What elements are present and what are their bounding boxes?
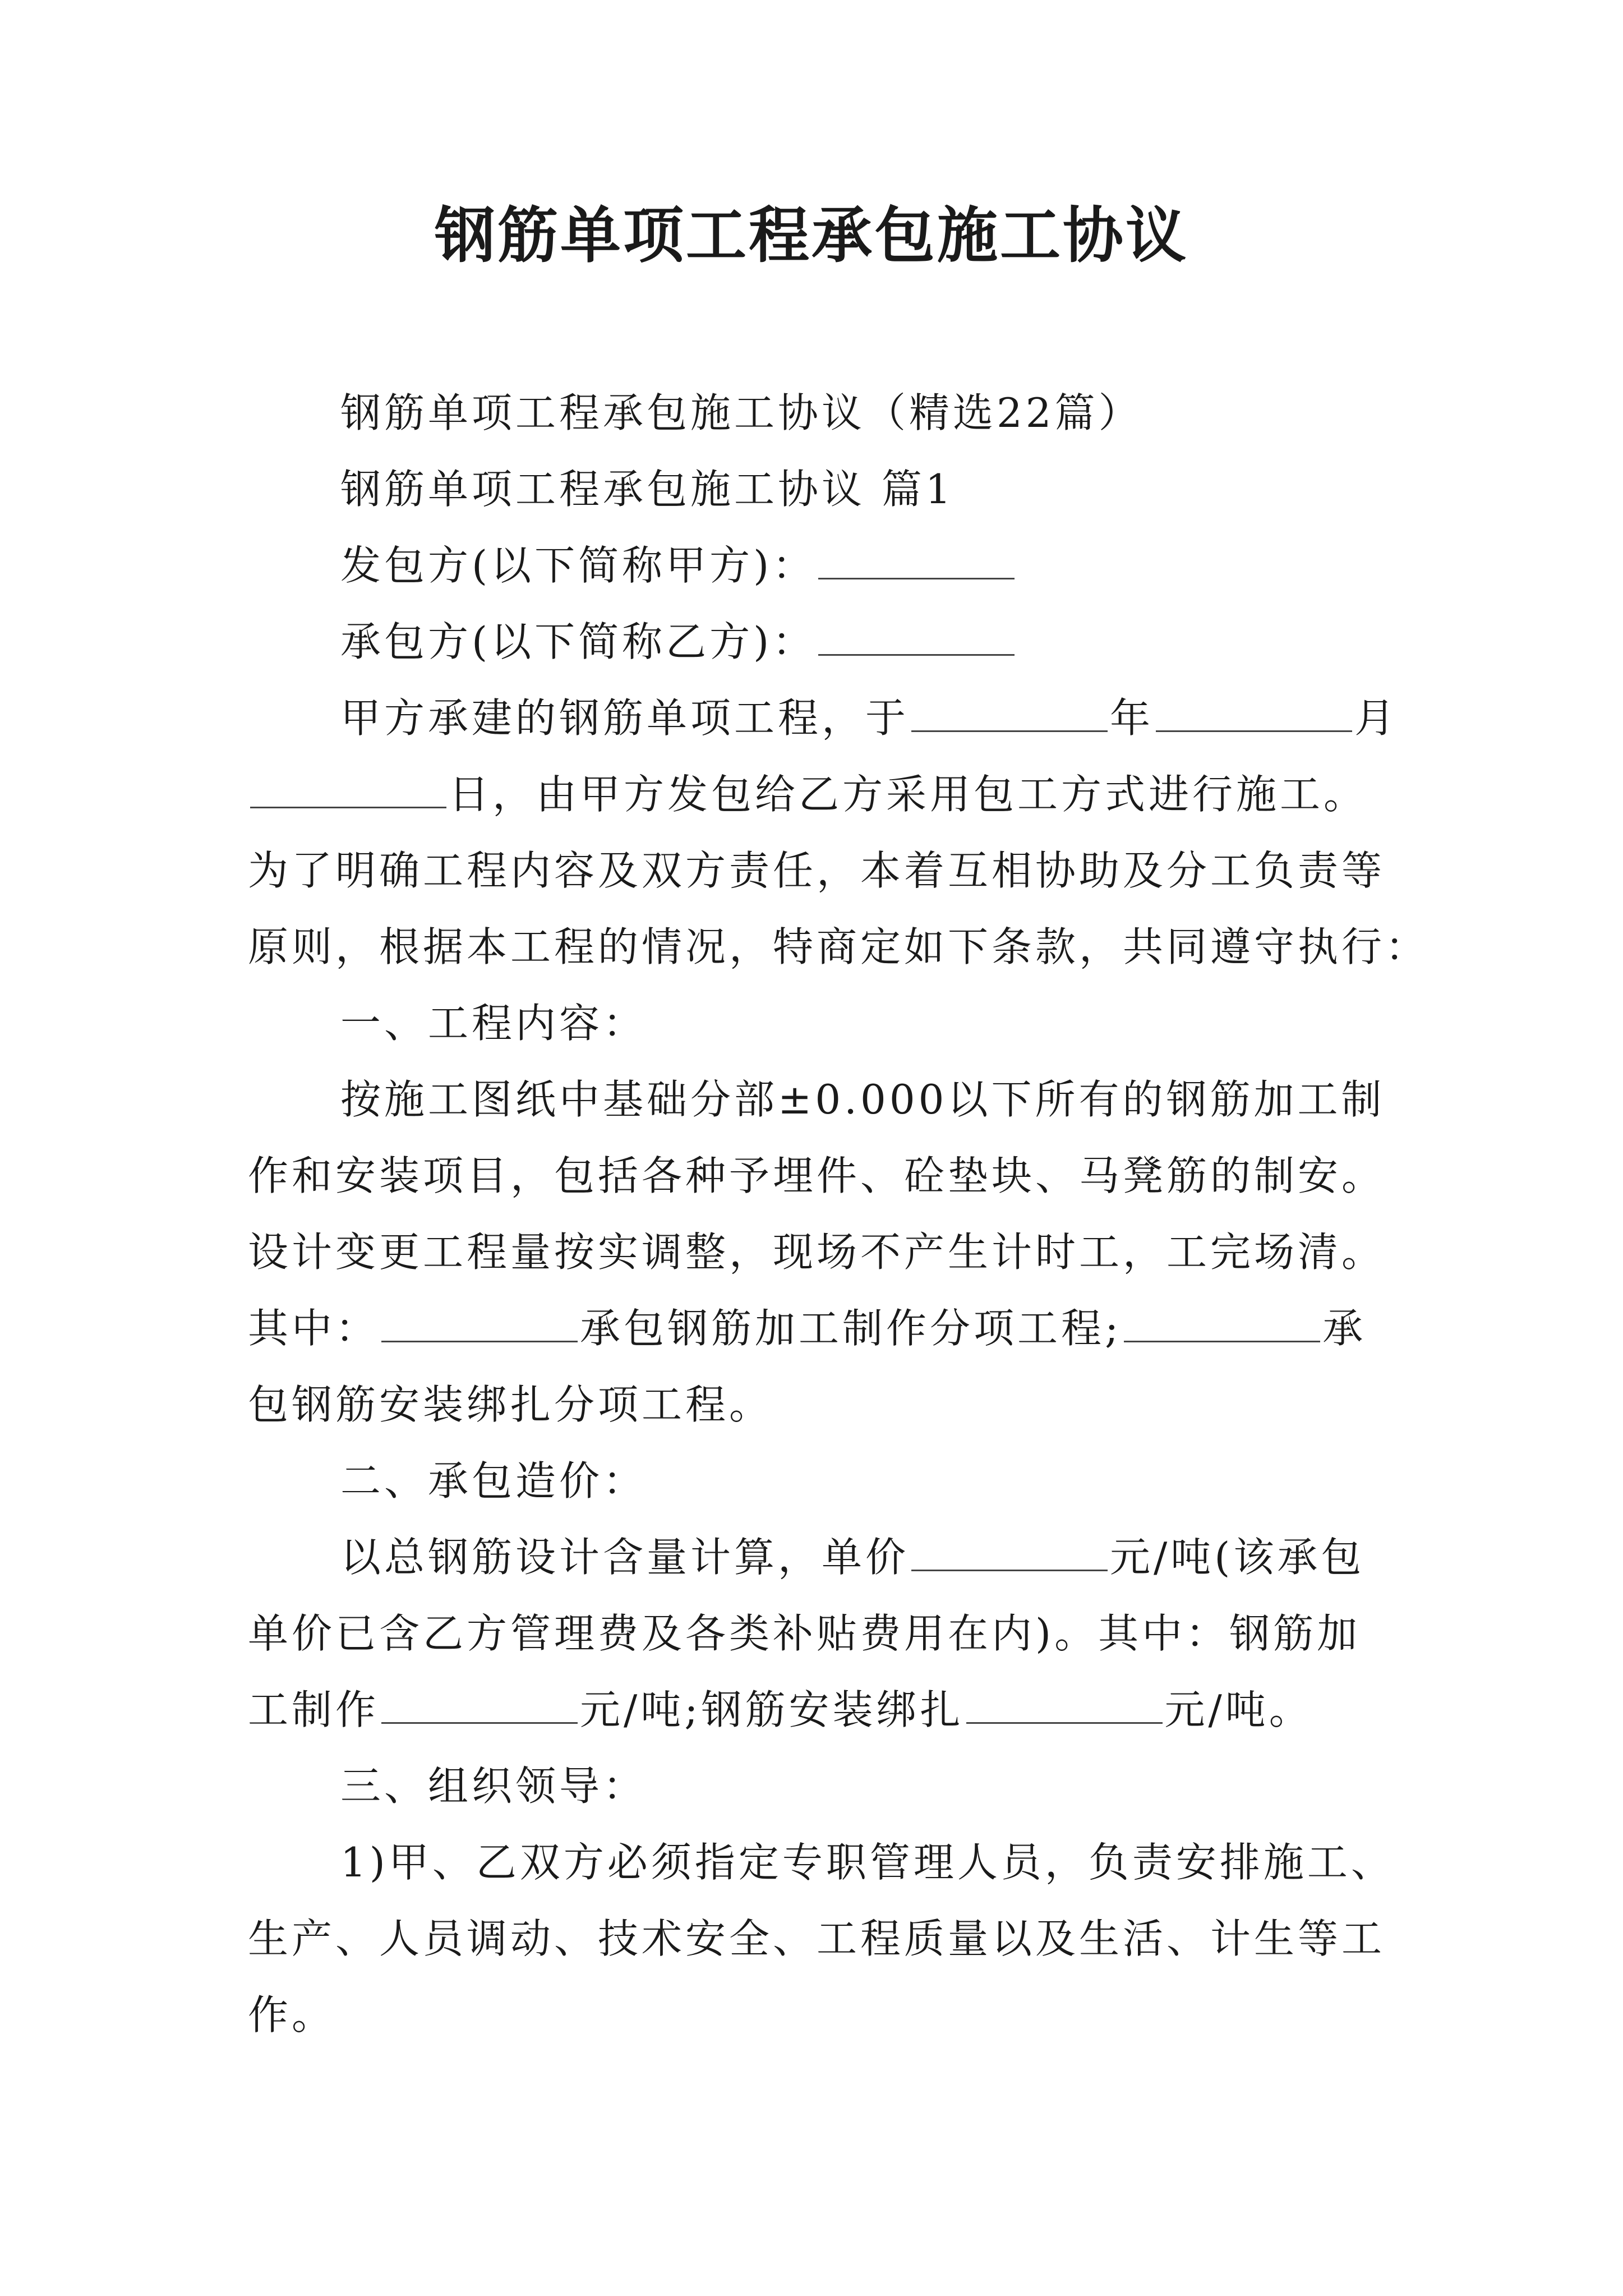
section3-line-3-text: 作。 bbox=[248, 1991, 336, 2039]
processing-contractor-blank bbox=[381, 1307, 578, 1342]
month-blank bbox=[1156, 697, 1352, 732]
document-title: 钢筋单项工程承包施工协议 bbox=[434, 200, 1188, 271]
section2-line-3-b: 元/吨;钢筋安装绑扎 bbox=[580, 1686, 964, 1733]
party-b-label: 承包方(以下简称乙方)： bbox=[340, 618, 817, 665]
section2-heading bbox=[248, 1443, 1387, 1519]
section2-line-1-a: 以总钢筋设计含量计算，单价 bbox=[340, 1534, 910, 1581]
intro-line-3-text: 为了明确工程内容及双方责任，本着互相协助及分工负责等 bbox=[248, 847, 1386, 894]
section1-line-4-c: 承 bbox=[1322, 1305, 1367, 1352]
section3-line-1-text: 1)甲、乙双方必须指定专职管理人员，负责安排施工、 bbox=[340, 1839, 1395, 1886]
section1-line-4 bbox=[248, 1290, 1387, 1366]
section1-heading-text: 一、工程内容： bbox=[340, 1000, 647, 1047]
section1-line-3 bbox=[248, 1214, 1387, 1290]
year-label: 年 bbox=[1110, 694, 1154, 742]
section3-line-2 bbox=[248, 1901, 1387, 1977]
intro-line-3 bbox=[248, 832, 1387, 909]
section3-heading bbox=[248, 1748, 1387, 1824]
party-b-blank bbox=[818, 620, 1015, 656]
section1-line-2 bbox=[248, 1138, 1387, 1214]
section1-line-4-a: 其中： bbox=[248, 1305, 380, 1352]
section2-line-1 bbox=[248, 1519, 1387, 1595]
intro-line-2 bbox=[248, 756, 1387, 832]
section2-line-1-b: 元/吨(该承包 bbox=[1110, 1534, 1365, 1581]
subtitle bbox=[248, 375, 1387, 451]
section1-line-3-text: 设计变更工程量按实调整，现场不产生计时工，工完场清。 bbox=[248, 1228, 1386, 1276]
section1-line-5 bbox=[248, 1366, 1387, 1443]
section1-line-1-text: 按施工图纸中基础分部±0.000以下所有的钢筋加工制 bbox=[340, 1076, 1385, 1123]
section3-line-1 bbox=[248, 1824, 1395, 1901]
section3-heading-text: 三、组织领导： bbox=[340, 1763, 647, 1810]
party-a-blank bbox=[818, 544, 1015, 579]
month-label: 月 bbox=[1354, 694, 1399, 742]
section2-heading-text: 二、承包造价： bbox=[340, 1457, 647, 1504]
section1-line-1 bbox=[248, 1061, 1387, 1138]
section2-line-2-text: 单价已含乙方管理费及各类补贴费用在内)。其中：钢筋加 bbox=[248, 1610, 1361, 1657]
day-rest-text: 日，由甲方发包给乙方采用包工方式进行施工。 bbox=[449, 771, 1368, 818]
unit-price-blank bbox=[911, 1536, 1108, 1571]
section2-line-3-a: 工制作 bbox=[248, 1686, 380, 1733]
document-body bbox=[248, 375, 1430, 2053]
intro-text-a: 甲方承建的钢筋单项工程，于 bbox=[340, 694, 910, 742]
section1-heading bbox=[248, 985, 1387, 1061]
year-blank bbox=[911, 697, 1108, 732]
installation-contractor-blank bbox=[1124, 1307, 1320, 1342]
section1-line-2-text: 作和安装项目，包括各种予埋件、砼垫块、马凳筋的制安。 bbox=[248, 1152, 1386, 1199]
party-a-label: 发包方(以下简称甲方)： bbox=[340, 542, 817, 589]
party-a-line bbox=[248, 527, 1387, 604]
section2-line-2 bbox=[248, 1595, 1387, 1672]
section2-line-3 bbox=[248, 1672, 1387, 1748]
section1-line-5-text: 包钢筋安装绑扎分项工程。 bbox=[248, 1381, 773, 1428]
binding-price-blank bbox=[966, 1688, 1163, 1724]
subtitle-text: 钢筋单项工程承包施工协议（精选22篇） bbox=[340, 389, 1142, 436]
day-blank bbox=[250, 773, 446, 808]
party-b-line bbox=[248, 604, 1387, 680]
section1-line-4-b: 承包钢筋加工制作分项工程; bbox=[580, 1305, 1122, 1352]
article-heading-text: 钢筋单项工程承包施工协议 篇1 bbox=[340, 466, 955, 513]
intro-line-4-text: 原则，根据本工程的情况，特商定如下条款，共同遵守执行： bbox=[248, 923, 1430, 970]
section3-line-3 bbox=[248, 1977, 1387, 2053]
intro-line-1 bbox=[248, 680, 1399, 756]
article-heading bbox=[248, 451, 1387, 527]
section3-line-2-text: 生产、人员调动、技术安全、工程质量以及生活、计生等工 bbox=[248, 1915, 1386, 1962]
processing-price-blank bbox=[381, 1688, 578, 1724]
intro-line-4 bbox=[248, 909, 1430, 985]
section2-line-3-c: 元/吨。 bbox=[1164, 1686, 1313, 1733]
